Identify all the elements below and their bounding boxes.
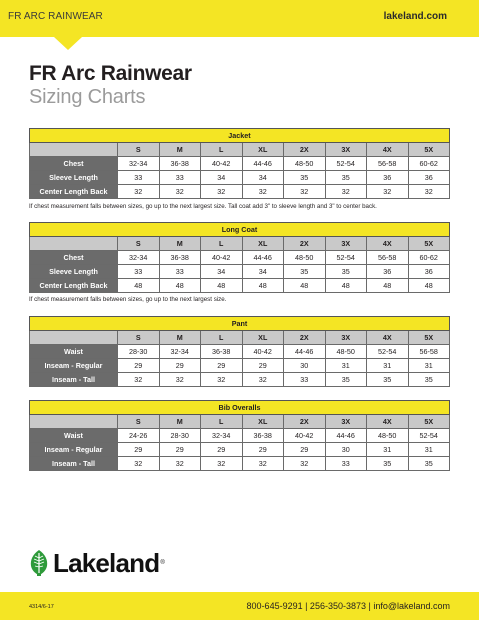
- table-cell: 32: [367, 185, 409, 199]
- longcoat-size-table: [29, 222, 450, 293]
- table-cell: 52-54: [325, 157, 367, 171]
- table-cell: 44-46: [242, 157, 284, 171]
- table-cell: 33: [325, 457, 367, 471]
- table-cell: 56-58: [367, 251, 409, 265]
- table-cell: 32: [118, 185, 160, 199]
- table-cell: 32: [325, 185, 367, 199]
- size-header: XL: [242, 331, 284, 345]
- jacket-size-table: [29, 128, 450, 199]
- row-label: Inseam - Tall: [30, 373, 118, 387]
- table-cell: 35: [408, 373, 450, 387]
- size-header: S: [118, 143, 160, 157]
- bottom-banner: [0, 592, 479, 620]
- table-caption: Pant: [30, 317, 450, 331]
- table-cell: 29: [159, 359, 201, 373]
- table-cell: 32: [242, 457, 284, 471]
- row-label: Chest: [30, 251, 118, 265]
- header-left-label: FR ARC RAINWEAR: [8, 11, 103, 22]
- table-row: [30, 171, 450, 185]
- table-cell: 33: [284, 373, 326, 387]
- table-caption: Long Coat: [30, 223, 450, 237]
- table-row: [30, 373, 450, 387]
- row-label: Waist: [30, 345, 118, 359]
- table-cell: 29: [201, 443, 243, 457]
- table-cell: 32: [242, 373, 284, 387]
- table-row: [30, 265, 450, 279]
- table-row: [30, 443, 450, 457]
- table-cell: 35: [325, 171, 367, 185]
- table-cell: 29: [201, 359, 243, 373]
- jacket-note: If chest measurement falls between sizes, go up to the next largest size. Tall coat add 3" to sleeve length and 3" to center back.: [29, 203, 377, 210]
- table-cell: 40-42: [284, 429, 326, 443]
- registered-mark: ®: [160, 560, 165, 566]
- table-cell: 33: [118, 171, 160, 185]
- size-header: 2X: [284, 237, 326, 251]
- table-cell: 32: [118, 457, 160, 471]
- table-cell: 24-26: [118, 429, 160, 443]
- row-label: Center Length Back: [30, 185, 118, 199]
- page-title: FR Arc Rainwear: [29, 62, 192, 85]
- table-cell: 32: [159, 457, 201, 471]
- size-header: 2X: [284, 331, 326, 345]
- size-header: XL: [242, 415, 284, 429]
- table-cell: 33: [159, 265, 201, 279]
- table-cell: 35: [325, 373, 367, 387]
- longcoat-note: If chest measurement falls between sizes, go up to the next largest size.: [29, 296, 227, 303]
- table-cell: 36-38: [201, 345, 243, 359]
- table-cell: 29: [284, 443, 326, 457]
- table-caption: Bib Overalls: [30, 401, 450, 415]
- size-header: 3X: [325, 331, 367, 345]
- table-caption: Jacket: [30, 129, 450, 143]
- logo-wordmark: Lakeland: [53, 547, 160, 578]
- table-cell: 28-30: [118, 345, 160, 359]
- table-cell: 35: [367, 457, 409, 471]
- contact-info: 800-645-9291 | 256-350-3873 | info@lakeland.com: [246, 601, 450, 611]
- row-label: Chest: [30, 157, 118, 171]
- table-cell: 48: [284, 279, 326, 293]
- table-cell: 48-50: [325, 345, 367, 359]
- table-cell: 36-38: [159, 251, 201, 265]
- size-header: S: [118, 331, 160, 345]
- table-cell: 34: [242, 265, 284, 279]
- table-cell: 52-54: [367, 345, 409, 359]
- table-cell: 44-46: [284, 345, 326, 359]
- table-cell: 31: [325, 359, 367, 373]
- table-cell: 32-34: [118, 251, 160, 265]
- size-header: XL: [242, 143, 284, 157]
- row-label: Waist: [30, 429, 118, 443]
- size-header: 5X: [408, 331, 450, 345]
- table-cell: 48: [118, 279, 160, 293]
- row-label: Inseam - Regular: [30, 359, 118, 373]
- table-cell: 48-50: [284, 251, 326, 265]
- bib-size-table: [29, 400, 450, 471]
- size-header: 3X: [325, 237, 367, 251]
- table-cell: 60-62: [408, 157, 450, 171]
- table-row: [30, 251, 450, 265]
- leaf-logo-icon: [29, 549, 49, 577]
- table-cell: 52-54: [325, 251, 367, 265]
- table-cell: 36: [367, 171, 409, 185]
- table-cell: 35: [408, 457, 450, 471]
- table-cell: 48: [242, 279, 284, 293]
- size-header: S: [118, 415, 160, 429]
- size-header: L: [201, 143, 243, 157]
- table-cell: 29: [118, 359, 160, 373]
- table-cell: 36: [408, 171, 450, 185]
- table-cell: 28-30: [159, 429, 201, 443]
- table-cell: 29: [242, 359, 284, 373]
- table-cell: 48: [408, 279, 450, 293]
- size-header: M: [159, 143, 201, 157]
- table-cell: 56-58: [367, 157, 409, 171]
- table-cell: 56-58: [408, 345, 450, 359]
- table-cell: 30: [284, 359, 326, 373]
- table-cell: 52-54: [408, 429, 450, 443]
- row-label: Sleeve Length: [30, 171, 118, 185]
- header-corner: [30, 331, 118, 345]
- table-cell: 44-46: [242, 251, 284, 265]
- table-cell: 36: [367, 265, 409, 279]
- table-cell: 32: [284, 185, 326, 199]
- table-cell: 48: [159, 279, 201, 293]
- size-header: S: [118, 237, 160, 251]
- size-header: 4X: [367, 415, 409, 429]
- size-header: 4X: [367, 237, 409, 251]
- table-cell: 32: [159, 185, 201, 199]
- table-cell: 44-46: [325, 429, 367, 443]
- banner-notch: [54, 37, 82, 50]
- row-label: Inseam - Regular: [30, 443, 118, 457]
- table-cell: 34: [242, 171, 284, 185]
- table-cell: 32: [201, 185, 243, 199]
- table-row: [30, 279, 450, 293]
- table-cell: 32: [242, 185, 284, 199]
- table-cell: 40-42: [201, 251, 243, 265]
- size-header: 2X: [284, 415, 326, 429]
- table-cell: 31: [367, 359, 409, 373]
- table-cell: 40-42: [242, 345, 284, 359]
- table-cell: 36: [408, 265, 450, 279]
- table-cell: 33: [159, 171, 201, 185]
- table-cell: 31: [367, 443, 409, 457]
- row-label: Sleeve Length: [30, 265, 118, 279]
- table-cell: 32: [201, 373, 243, 387]
- top-banner: [0, 0, 479, 37]
- table-cell: 31: [408, 359, 450, 373]
- table-cell: 32: [408, 185, 450, 199]
- table-row: [30, 185, 450, 199]
- table-cell: 60-62: [408, 251, 450, 265]
- table-cell: 48: [367, 279, 409, 293]
- header-corner: [30, 143, 118, 157]
- size-header: M: [159, 331, 201, 345]
- table-cell: 29: [242, 443, 284, 457]
- table-cell: 36-38: [159, 157, 201, 171]
- page-subtitle: Sizing Charts: [29, 86, 146, 108]
- table-cell: 35: [325, 265, 367, 279]
- table-cell: 48: [201, 279, 243, 293]
- size-header: 3X: [325, 143, 367, 157]
- table-cell: 34: [201, 265, 243, 279]
- size-header: 4X: [367, 331, 409, 345]
- size-header: 3X: [325, 415, 367, 429]
- table-row: [30, 359, 450, 373]
- table-cell: 48-50: [284, 157, 326, 171]
- table-cell: 29: [159, 443, 201, 457]
- size-header: XL: [242, 237, 284, 251]
- table-cell: 33: [118, 265, 160, 279]
- table-cell: 32-34: [159, 345, 201, 359]
- size-header: L: [201, 237, 243, 251]
- size-header: 5X: [408, 237, 450, 251]
- table-cell: 34: [201, 171, 243, 185]
- table-cell: 32: [201, 457, 243, 471]
- table-cell: 32-34: [118, 157, 160, 171]
- document-code: 4314/6-17: [29, 604, 54, 610]
- lakeland-logo: [29, 548, 165, 578]
- header-corner: [30, 237, 118, 251]
- header-website-link[interactable]: lakeland.com: [383, 11, 447, 22]
- table-cell: 31: [408, 443, 450, 457]
- table-row: [30, 429, 450, 443]
- table-cell: 40-42: [201, 157, 243, 171]
- size-header: 2X: [284, 143, 326, 157]
- table-cell: 32: [284, 457, 326, 471]
- table-cell: 35: [284, 265, 326, 279]
- table-row: [30, 457, 450, 471]
- table-cell: 30: [325, 443, 367, 457]
- table-row: [30, 157, 450, 171]
- header-corner: [30, 415, 118, 429]
- row-label: Center Length Back: [30, 279, 118, 293]
- table-cell: 32: [118, 373, 160, 387]
- table-cell: 29: [118, 443, 160, 457]
- row-label: Inseam - Tall: [30, 457, 118, 471]
- size-header: L: [201, 331, 243, 345]
- size-header: 5X: [408, 143, 450, 157]
- size-header: 5X: [408, 415, 450, 429]
- table-cell: 36-38: [242, 429, 284, 443]
- table-cell: 35: [284, 171, 326, 185]
- size-header: M: [159, 415, 201, 429]
- table-cell: 48: [325, 279, 367, 293]
- pant-size-table: [29, 316, 450, 387]
- table-cell: 32-34: [201, 429, 243, 443]
- table-cell: 32: [159, 373, 201, 387]
- size-header: L: [201, 415, 243, 429]
- table-row: [30, 345, 450, 359]
- table-cell: 35: [367, 373, 409, 387]
- table-cell: 48-50: [367, 429, 409, 443]
- size-header: 4X: [367, 143, 409, 157]
- size-header: M: [159, 237, 201, 251]
